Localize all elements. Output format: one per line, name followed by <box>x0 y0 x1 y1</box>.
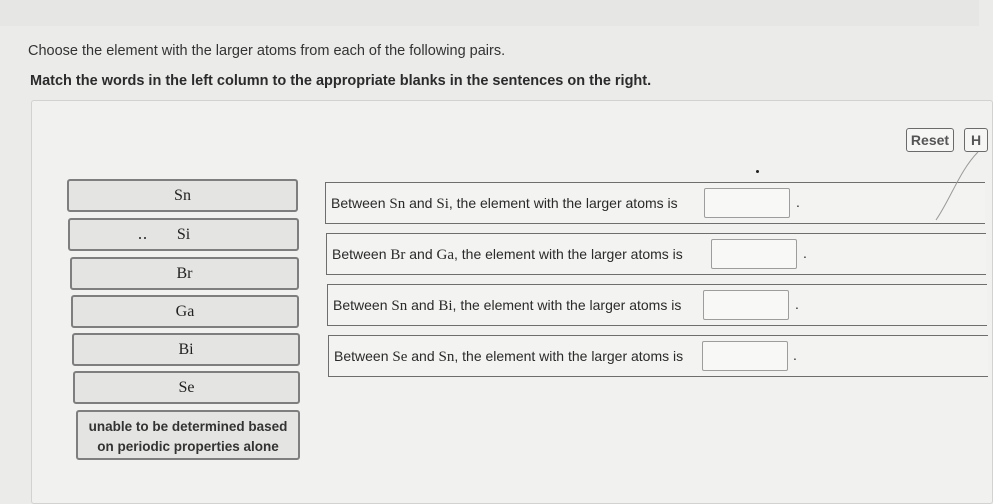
token-undetermined[interactable] <box>76 410 300 460</box>
sentence-text: Between Se and Sn, the element with the larger atoms is <box>334 348 684 365</box>
token-se[interactable]: Se <box>73 371 300 404</box>
sentence-period: . <box>796 194 800 210</box>
answer-blank-4[interactable] <box>702 341 788 371</box>
reset-button[interactable]: Reset <box>906 128 954 152</box>
decorative-dot <box>139 237 141 239</box>
sentence-row-1 <box>325 182 985 224</box>
sentence-row-3 <box>327 284 987 326</box>
token-br[interactable]: Br <box>70 257 299 290</box>
sentence-period: . <box>793 347 797 363</box>
instruction-text: Choose the element with the larger atoms from each of the following pairs. <box>28 43 506 59</box>
sentence-row-2 <box>326 233 986 275</box>
answer-blank-3[interactable] <box>703 290 789 320</box>
decorative-dot <box>144 237 146 239</box>
sentence-period: . <box>795 296 799 312</box>
decorative-dot <box>756 170 759 173</box>
token-undetermined-line2: on periodic properties alone <box>97 439 279 454</box>
token-undetermined-line1: unable to be determined based <box>88 419 288 434</box>
decorative-curve <box>930 150 979 225</box>
answer-blank-1[interactable] <box>704 188 790 218</box>
sentence-text: Between Sn and Bi, the element with the larger atoms is <box>333 297 682 314</box>
help-button[interactable]: H <box>964 128 988 152</box>
sentence-text: Between Br and Ga, the element with the larger atoms is <box>332 246 683 263</box>
token-ga[interactable]: Ga <box>71 295 299 328</box>
instruction-bold-text: Match the words in the left column to the appropriate blanks in the sentences on the right. <box>30 73 652 89</box>
sentence-row-4 <box>328 335 988 377</box>
sentence-text: Between Sn and Si, the element with the larger atoms is <box>331 195 678 212</box>
sentence-period: . <box>803 245 807 261</box>
top-band <box>0 0 979 26</box>
token-si[interactable]: Si <box>68 218 299 251</box>
token-sn[interactable]: Sn <box>67 179 298 212</box>
answer-blank-2[interactable] <box>711 239 797 269</box>
token-bi[interactable]: Bi <box>72 333 300 366</box>
